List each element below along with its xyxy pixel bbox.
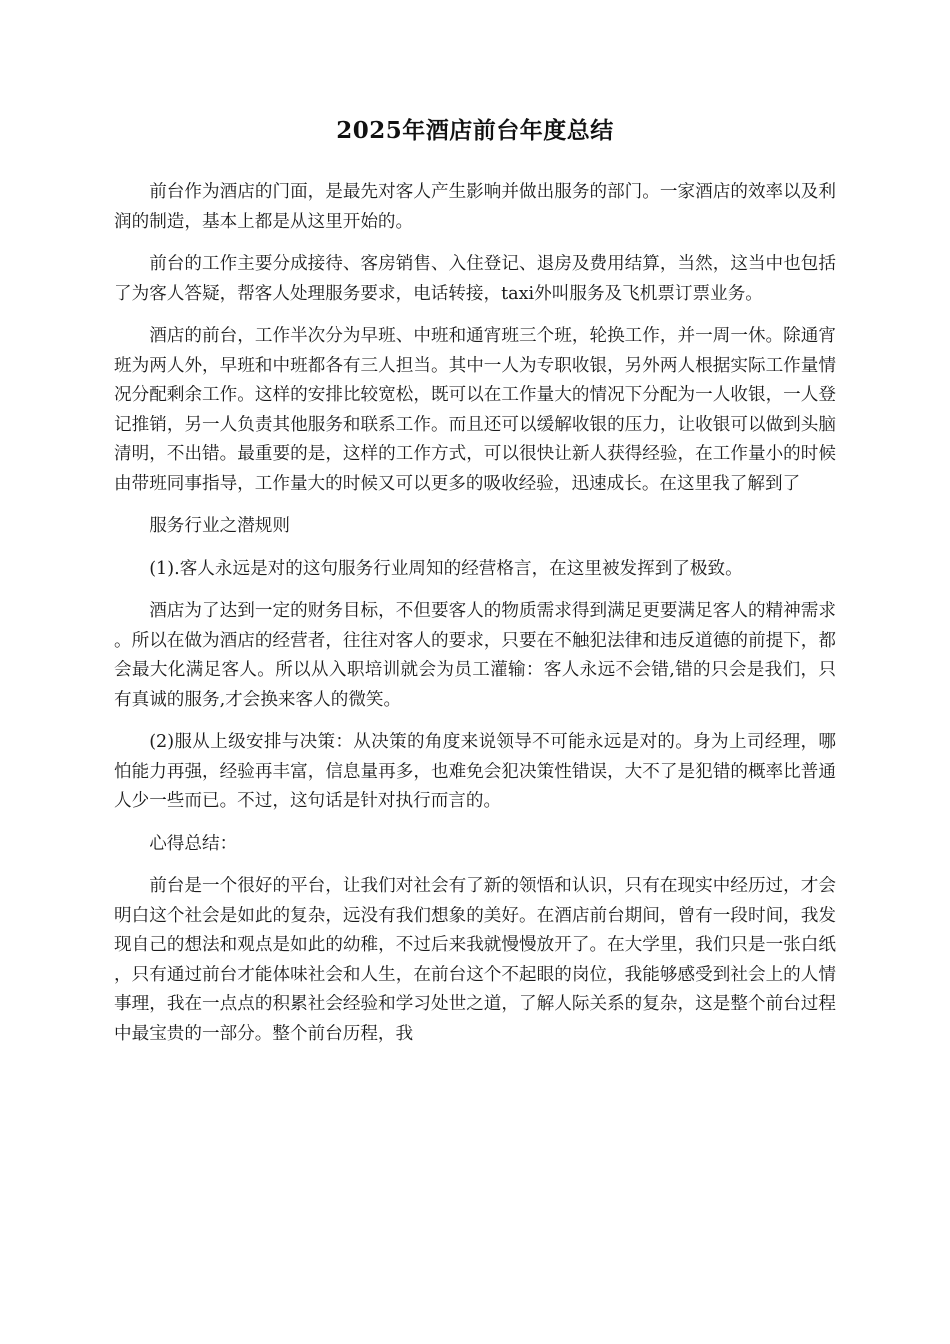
paragraph-rules-heading: 服务行业之潜规则 (149, 516, 290, 536)
paragraph-shifts: 酒店的前台，工作半次分为早班、中班和通宵班三个班，轮换工作，并一周一休。除通宵班为两人外，早班和中班都各有三人担当。其中一人为专职收银，另外两人根据实际工作量情况分配剩余工作。这样的安排比较宽松，既可以在工作量大的情况下分配为一人收银，一人登记推销，另一人负责其他服务和联系工作。而且还可以缓解收银的压力，让收银可以做到头脑清明，不出错。最重要的是，这样的工作方式，可以很快让新人获得经验，在工作量小的时候由带班同事指导，工作量大的时候又可以更多的吸收经验，迅速成长。在这里我了解到了 (114, 326, 836, 494)
paragraph-rule-2: (2)服从上级安排与决策：从决策的角度来说领导不可能永远是对的。身为上司经理，哪怕能力再强，经验再丰富，信息量再多，也难免会犯决策性错误，大不了是犯错的概率比普通人少一些而已。不过，这句话是针对执行而言的。 (114, 732, 836, 811)
document-title: 2025年酒店前台年度总结 (336, 117, 614, 144)
paragraph-summary-heading: 心得总结： (149, 833, 238, 854)
paragraph-duties: 前台的工作主要分成接待、客房销售、入住登记、退房及费用结算，当然，这当中也包括了为客人答疑，帮客人处理服务要求，电话转接，taxi外叫服务及飞机票订票业务。 (114, 254, 836, 304)
paragraph-summary: 前台是一个很好的平台，让我们对社会有了新的领悟和认识，只有在现实中经历过，才会明白这个社会是如此的复杂，远没有我们想象的美好。在酒店前台期间，曾有一段时间，我发现自己的想法和观点是如此的幼稚，不过后来我就慢慢放开了。在大学里，我们只是一张白纸，只有通过前台才能体味社会和人生，在前台这个不起眼的岗位，我能够感受到社会上的人情事理，我在一点点的积累社会经验和学习处世之道，了解人际关系的复杂，这是整个前台过程中最宝贵的一部分。整个前台历程，我 (114, 876, 836, 1044)
paragraph-intro: 前台作为酒店的门面，是最先对客人产生影响并做出服务的部门。一家酒店的效率以及利润的制造，基本上都是从这里开始的。 (114, 182, 836, 232)
paragraph-rule-1: (1).客人永远是对的这句服务行业周知的经营格言，在这里被发挥到了极致。 (149, 558, 743, 579)
paragraph-customer-needs: 酒店为了达到一定的财务目标，不但要客人的物质需求得到满足更要满足客人的精神需求。所以在做为酒店的经营者，往往对客人的要求，只要在不触犯法律和违反道德的前提下，都会最大化满足客人。所以从入职培训就会为员工灌输：客人永远不会错,错的只会是我们，只有真诚的服务,才会换来客人的微笑。 (114, 601, 836, 710)
document-body (114, 178, 836, 1062)
